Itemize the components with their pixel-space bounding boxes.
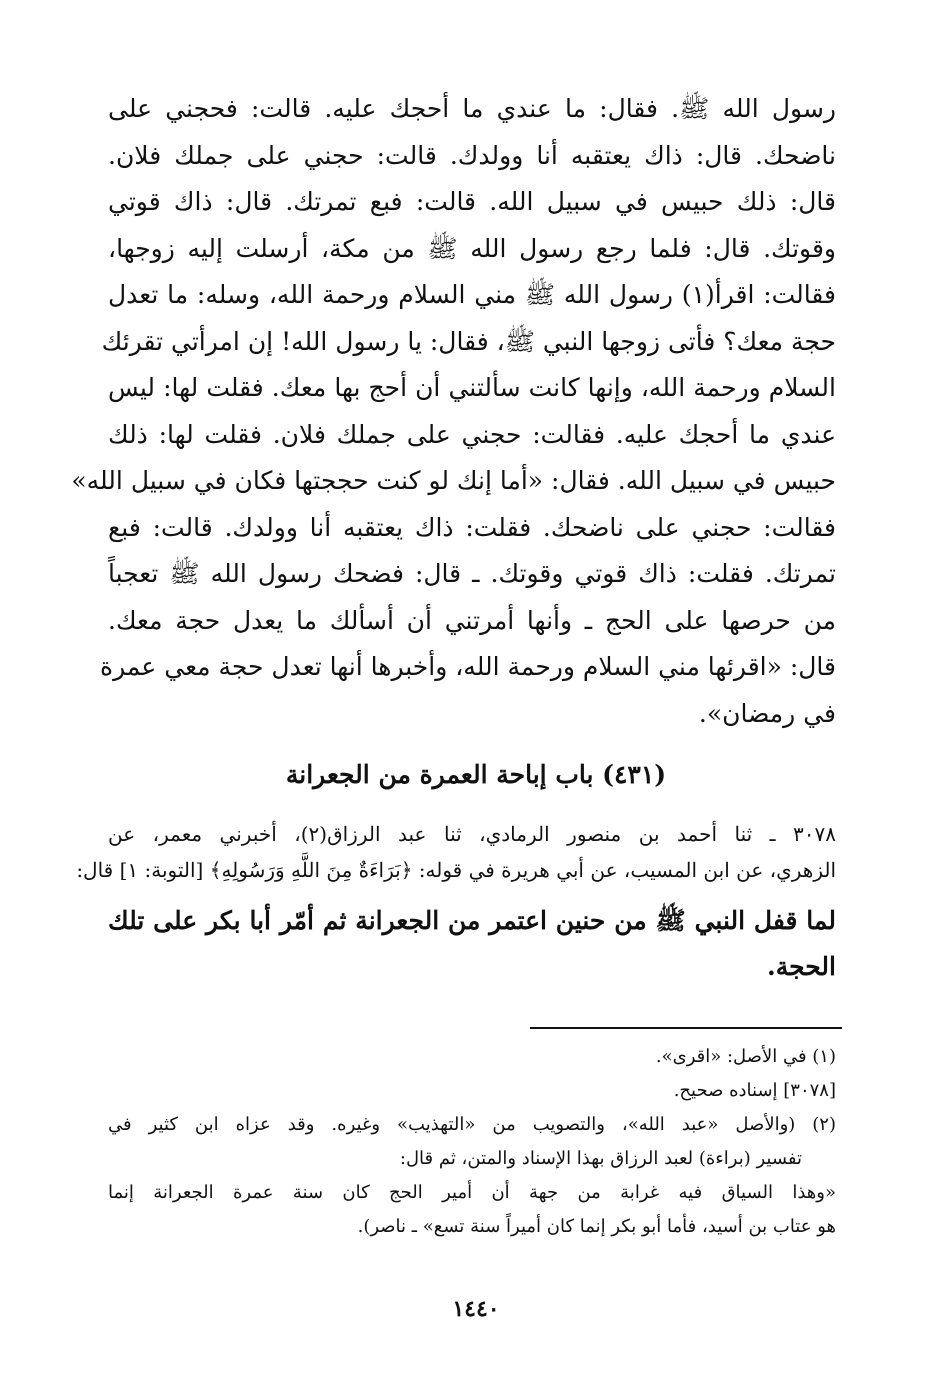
text-line: حجة معك؟ فأتى زوجها النبي ﷺ، فقال: يا رسول الله! إن امرأتي تقرئك bbox=[101, 326, 836, 356]
footnote: هو عتاب بن أسيد، فأما أبو بكر إنما كان أميراً سنة تسع» ـ ناصر). bbox=[357, 1216, 836, 1237]
footnote-separator bbox=[530, 1027, 842, 1029]
text-line: حبيس في سبيل الله. فقال: «أما إنك لو كنت حججتها فكان في سبيل الله» bbox=[71, 466, 836, 495]
text-line: تمرتك. فقلت: ذاك قوتي وقوتك. ـ قال: فضحك رسول الله ﷺ تعجباً bbox=[108, 559, 836, 588]
page-number: ١٤٤٠ bbox=[452, 1296, 500, 1322]
text-line: فقالت: اقرأ(١) رسول الله ﷺ مني السلام ورحمة الله، وسله: ما تعدل bbox=[108, 280, 837, 309]
footnote: (٢) (والأصل «عبد الله»، والتصويب من «التهذيب» وغيره. وقد عزاه ابن كثير في bbox=[108, 1114, 836, 1135]
text-line: في رمضان». bbox=[698, 698, 836, 728]
text-line: قال: «اقرئها مني السلام ورحمة الله، وأخبرها أنها تعدل حجة معي عمرة bbox=[100, 652, 836, 681]
footnote: [٣٠٧٨] إسناده صحيح. bbox=[673, 1080, 836, 1101]
text-line: عندي ما أحجك عليه. فقالت: حجني على جملك فلان. فقلت لها: ذلك bbox=[108, 419, 836, 449]
text-line: السلام ورحمة الله، وإنها كانت سألتني أن أحج بها معك. فقلت لها: ليس bbox=[108, 373, 836, 402]
text-line: قال: ذلك حبيس في سبيل الله. قالت: فبع تمرتك. قال: ذاك قوتي bbox=[108, 187, 836, 216]
matn-line: لما قفل النبي ﷺ من حنين اعتمر من الجعرانة ثم أمّر أبا بكر على تلك bbox=[108, 906, 836, 935]
footnote: (١) في الأصل: «اقرى». bbox=[655, 1046, 836, 1067]
footnote: «وهذا السياق فيه غرابة من جهة أن أمير الحج كان سنة عمرة الجعرانة إنما bbox=[108, 1182, 836, 1203]
footnote: تفسير (براءة) لعبد الرزاق بهذا الإسناد والمتن، ثم قال: bbox=[399, 1148, 802, 1169]
text-line: من حرصها على الحج ـ وأنها أمرتني أن أسألك ما يعدل حجة معك. bbox=[108, 605, 836, 635]
hadith-block bbox=[76, 816, 836, 990]
chapter-heading: (٤٣١) باب إباحة العمرة من الجعرانة bbox=[285, 760, 667, 789]
isnad-line: ٣٠٧٨ ـ ثنا أحمد بن منصور الرمادي، ثنا عبد الرزاق(٢)، أخبرني معمر، عن bbox=[108, 822, 836, 846]
matn-line: الحجة. bbox=[767, 952, 836, 981]
isnad-line: الزهري، عن ابن المسيب، عن أبي هريرة في قوله: ﴿بَرَاءَةٌ مِنَ اللَّهِ وَرَسُولِهِ﴾ [التوبة: ١] قال: bbox=[76, 858, 836, 882]
main-text bbox=[71, 86, 837, 737]
text-line: رسول الله ﷺ. فقال: ما عندي ما أحجك عليه. قالت: فحجني على bbox=[108, 94, 836, 123]
text-line: وقوتك. قال: فلما رجع رسول الله ﷺ من مكة، أرسلت إليه زوجها، bbox=[108, 233, 836, 263]
footnotes bbox=[108, 1040, 836, 1244]
text-line: فقالت: حجني على ناضحك. فقلت: ذاك يعتقبه أنا وولدك. قالت: فبع bbox=[108, 512, 836, 542]
text-line: ناضحك. قال: ذاك يعتقبه أنا وولدك. قالت: حجني على جملك فلان. bbox=[108, 140, 836, 170]
